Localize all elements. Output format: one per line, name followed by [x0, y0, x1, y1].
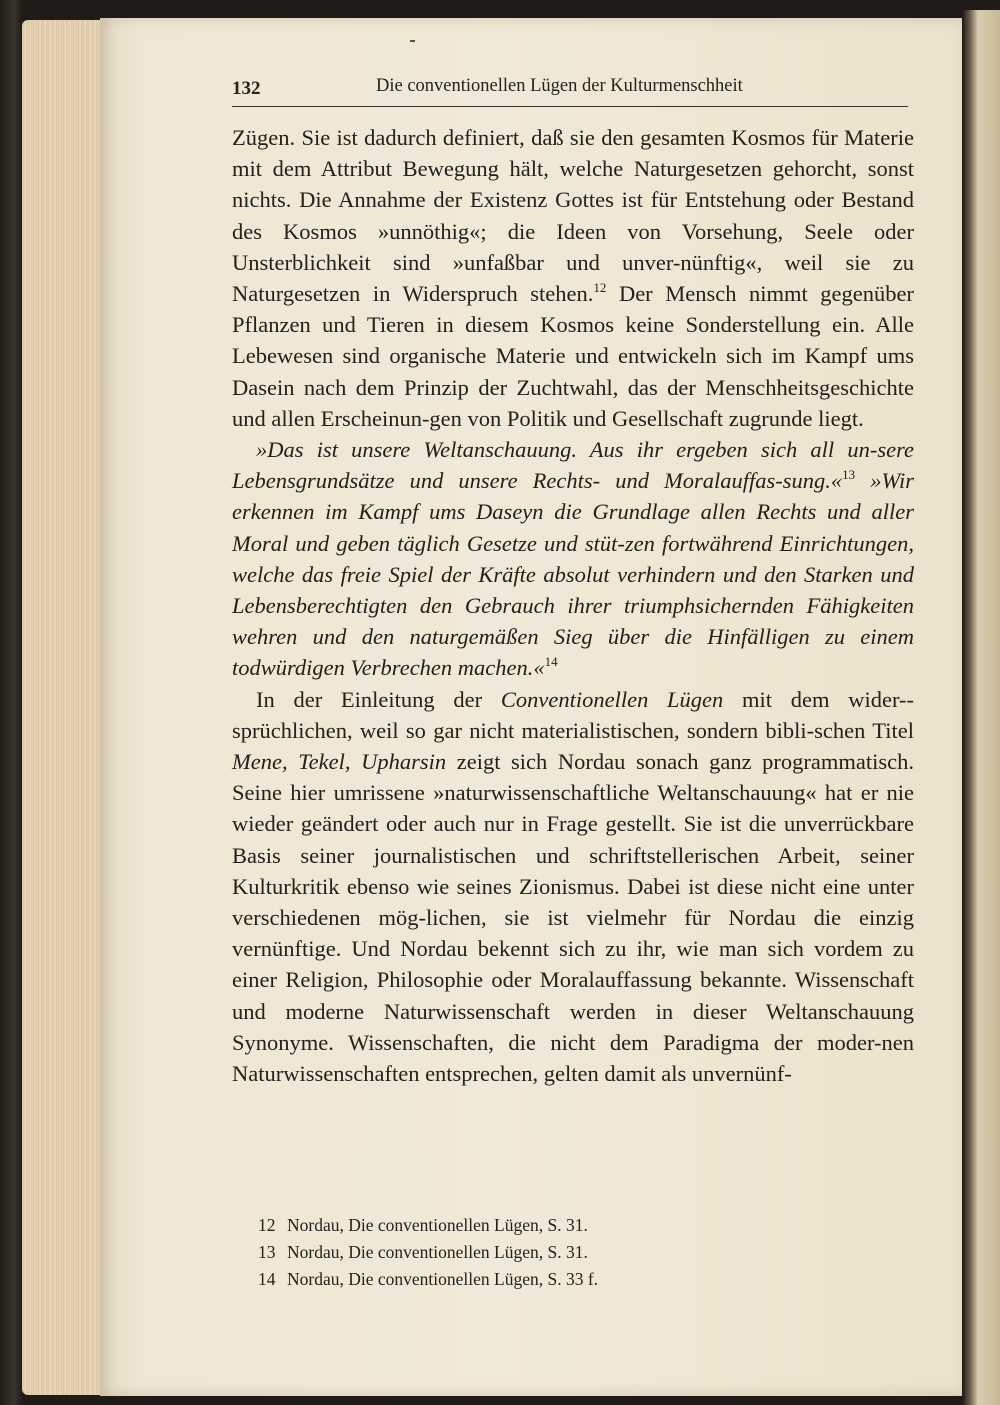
facing-page-edge — [962, 10, 1000, 1405]
footnote-13 — [258, 1239, 858, 1266]
speck — [410, 40, 415, 42]
footnote-text: Nordau, Die conventionellen Lügen, S. 31. — [287, 1215, 588, 1235]
running-title: Die conventionellen Lügen der Kulturmenschheit — [376, 76, 743, 96]
footnote-text: Nordau, Die conventionellen Lügen, S. 33 f. — [287, 1269, 599, 1289]
quote-b: »Wir erkennen im Kampf ums Daseyn die Grundlage allen Rechts und aller Moral und geben täglich Gesetze und stüt-zen fortwährend Einrichtungen, welche das freie Spiel der Kräfte absolut verhindern und den Starken und Lebensberechtigten den Gebrauch ihrer triumphsichernden Fähigkeiten wehren und den naturgemäßen Sieg über die Hinfälligen zu einem todwürdigen Verbrechen machen.« — [232, 468, 914, 681]
title-conventionellen-luegen: Conventionellen Lügen — [500, 686, 724, 712]
page-header — [232, 76, 908, 107]
footnote-ref-12: 12 — [593, 280, 607, 296]
footnote-text: Nordau, Die conventionellen Lügen, S. 31. — [287, 1242, 588, 1262]
paragraph-1-continued: Der Mensch nimmt gegenüber Pflanzen und Tieren in diesem Kosmos keine Sonderstellung ein. Alle Lebewesen sind organische Materie und entwickeln sich im Kampf ums Dasein nach dem Prinzip der Zuchtwahl, das der Menschheitsgeschichte und allen Erscheinun-gen von Politik und Gesellschaft zugrunde liegt. — [232, 281, 914, 431]
footnote-14 — [258, 1266, 858, 1293]
footnote-12 — [258, 1212, 858, 1239]
paragraph-3-b: mit dem wider-sprüchlichen, weil so gar nicht materialistischen, sondern bibli-schen Titel — [232, 686, 914, 743]
title-mene-tekel: Mene, Tekel, Upharsin — [232, 749, 447, 775]
footnote-ref-13: 13 — [842, 467, 856, 483]
page-number: 132 — [232, 78, 261, 99]
footnote-number: 14 — [258, 1269, 276, 1289]
quote-a: »Das ist unsere Weltanschauung. Aus ihr ergeben sich all un-sere Lebensgrundsätze und unsere Rechts- und Moralauffas-sung.« — [232, 437, 914, 494]
footnote-ref-14: 14 — [544, 654, 558, 670]
footnotes — [258, 1212, 858, 1293]
paragraph-1 — [232, 122, 914, 434]
paragraph-3-a: In der Einleitung der — [256, 686, 501, 712]
main-text — [232, 122, 914, 1089]
quote-paragraph — [232, 434, 914, 684]
paragraph-3-c: zeigt sich Nordau sonach ganz programmatisch. Seine hier umrissene »naturwissenschaftliche Weltanschauung« hat er nie wieder geändert oder auch nur in Frage gestellt. Sie ist die unverrückbare Basis seiner journalistischen und schriftstellerischen Arbeit, seiner Kulturkritik ebenso wie seines Zionismus. Dabei ist diese nicht eine unter verschiedenen mög-lichen, sie ist vielmehr für Nordau die einzig vernünftige. Und Nordau bekennt sich zu ihr, wie man sich vordem zu einer Religion, Philosophie oder Moralauffassung bekannte. Wissenschaft und moderne Naturwissenschaft werden in dieser Weltanschauung Synonyme. Wissenschaften, die nicht dem Paradigma der moder-nen Naturwissenschaften entsprechen, gelten damit als unvernünf- — [232, 749, 914, 1087]
paragraph-3 — [232, 684, 914, 1090]
footnote-number: 13 — [258, 1242, 276, 1262]
footnote-number: 12 — [258, 1215, 276, 1235]
paragraph-1-text: Zügen. Sie ist dadurch definiert, daß sie den gesamten Kosmos für Materie mit dem Attribut Bewegung hält, welche Naturgesetzen gehorcht, sonst nichts. Die Annahme der Existenz Gottes ist für Entstehung oder Bestand des Kosmos »unnöthig«; die Ideen von Vorsehung, Seele oder Unsterblichkeit sind »unfaßbar und unver-nünftig«, weil sie zu Naturgesetzen in Widerspruch stehen. — [232, 125, 914, 307]
